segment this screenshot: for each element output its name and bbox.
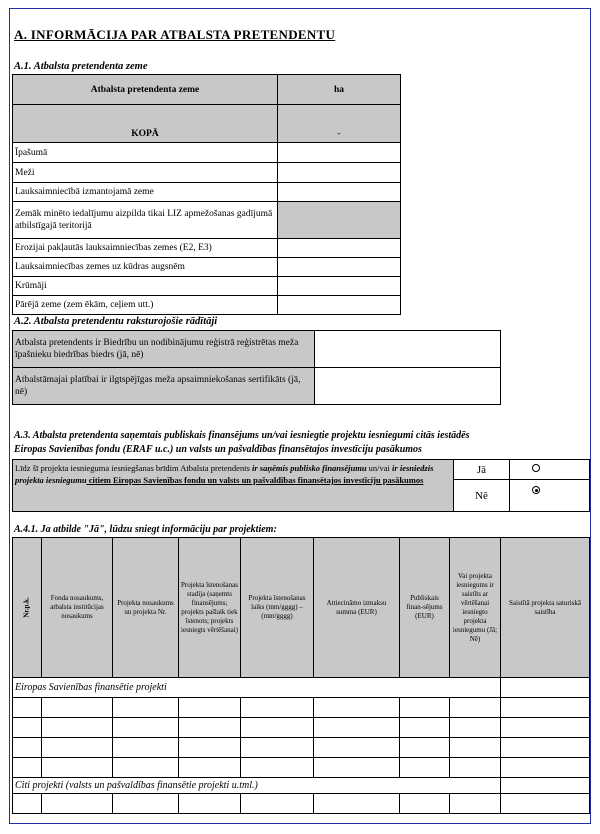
a41-cell[interactable]	[450, 758, 501, 778]
section-title: A. INFORMĀCIJA PAR ATBALSTA PRETENDENTU	[14, 27, 336, 42]
a41-cell[interactable]	[501, 778, 590, 794]
a2-title: A.2. Atbalsta pretendentu raksturojošie rādītāji	[14, 316, 218, 327]
a41-cell[interactable]	[179, 738, 241, 758]
a1-row-label: Zemāk minēto iedalījumu aizpilda tikai LIZ apmežošanas gadījumā atbilstīgajā teritorijā	[13, 202, 278, 239]
a1-row-label: Īpašumā	[13, 143, 278, 163]
a41-cell[interactable]	[13, 758, 42, 778]
a41-cell[interactable]	[314, 738, 400, 758]
a41-cell[interactable]	[179, 758, 241, 778]
a1-row-value[interactable]	[278, 143, 401, 163]
a41-cell[interactable]	[400, 738, 450, 758]
a41-cell[interactable]	[113, 738, 179, 758]
a41-cell[interactable]	[13, 794, 42, 814]
a1-total-value: -	[278, 105, 401, 143]
table-row	[13, 758, 590, 778]
a2-row-value[interactable]	[315, 331, 501, 368]
a1-header-ha: ha	[278, 75, 401, 105]
a41-cell[interactable]	[314, 698, 400, 718]
a41-cell[interactable]	[113, 698, 179, 718]
table-row	[13, 738, 590, 758]
a41-cell[interactable]	[400, 794, 450, 814]
a2-row-label: Atbalstāmajai platībai ir ilgtspējīgas meža apsaimniekošanas sertifikāts (jā, nē)	[13, 368, 315, 405]
a41-title: A.4.1. Ja atbilde "Jā", lūdzu sniegt informāciju par projektiem:	[14, 524, 277, 535]
table-row	[13, 794, 590, 814]
a1-row-label: Lauksaimniecībā izmantojamā zeme	[13, 183, 278, 202]
a41-cell[interactable]	[400, 758, 450, 778]
a1-row-label: Lauksaimniecības zemes uz kūdras augsnēm	[13, 258, 278, 277]
a1-row-label: Pārējā zeme (zem ēkām, ceļiem utt.)	[13, 296, 278, 315]
a1-title: A.1. Atbalsta pretendenta zeme	[14, 61, 148, 72]
a41-cell[interactable]	[501, 698, 590, 718]
a3-no-label: Nē	[454, 480, 510, 512]
a41-cell[interactable]	[450, 718, 501, 738]
a41-cell[interactable]	[42, 718, 113, 738]
a41-cell[interactable]	[241, 758, 314, 778]
a41-projects-table	[12, 537, 590, 814]
a41-cell[interactable]	[450, 698, 501, 718]
a41-cell[interactable]	[314, 794, 400, 814]
a41-cell[interactable]	[241, 738, 314, 758]
a41-cell[interactable]	[501, 678, 590, 698]
a1-row-value[interactable]	[278, 183, 401, 202]
a41-cell[interactable]	[179, 794, 241, 814]
a2-indicators-table	[12, 330, 501, 405]
a41-cell[interactable]	[501, 718, 590, 738]
a41-cell[interactable]	[42, 738, 113, 758]
a41-header-relation: Saistītā projekta saturiskā saistība	[501, 538, 590, 678]
a41-cell[interactable]	[501, 738, 590, 758]
a41-cell[interactable]	[314, 758, 400, 778]
a41-cell[interactable]	[241, 718, 314, 738]
a41-header-public-funding: Publiskais finan-sējums (EUR)	[400, 538, 450, 678]
a3-title-line2: Eiropas Savienības fondu (ERAF u.c.) un valsts un pašvaldības finansētajos investīciju pasākumos	[14, 444, 422, 455]
a41-cell[interactable]	[314, 718, 400, 738]
a41-cell[interactable]	[241, 698, 314, 718]
a1-row-value[interactable]	[278, 277, 401, 296]
a41-cell[interactable]	[450, 738, 501, 758]
a41-header-costs: Attiecināmo izmaksu summa (EUR)	[314, 538, 400, 678]
a41-cell[interactable]	[501, 758, 590, 778]
a1-land-table	[12, 74, 401, 315]
a41-cell[interactable]	[400, 698, 450, 718]
a41-cell[interactable]	[13, 718, 42, 738]
a1-row-value[interactable]	[278, 239, 401, 258]
a41-cell[interactable]	[501, 794, 590, 814]
a41-group-other: Citi projekti (valsts un pašvaldības finansētie projekti u.tml.)	[13, 778, 501, 794]
a41-cell[interactable]	[179, 698, 241, 718]
a1-row-value[interactable]	[278, 163, 401, 183]
no-radio[interactable]	[532, 486, 540, 494]
a3-yes-cell	[510, 460, 590, 480]
a1-row-value[interactable]	[278, 258, 401, 277]
a1-row-label: Krūmāji	[13, 277, 278, 296]
a41-cell[interactable]	[42, 698, 113, 718]
a41-header-project: Projekta nosaukums un projekta Nr.	[113, 538, 179, 678]
yes-radio[interactable]	[532, 464, 540, 472]
a3-question: Līdz šī projekta iesnieguma iesniegšanas brīdim Atbalsta pretendents ir saņēmis publisko finansējumu un/vai ir iesniedzis projekta iesniegumu citiem Eiropas Savienības fondu un valsts un pašvaldības finansētajos investīciju pasākumos	[13, 460, 454, 512]
a41-header-period: Projekta īstenošanas laiks (mm/gggg) – (mm/gggg)	[241, 538, 314, 678]
a1-row-label: Erozijai pakļautās lauksaimniecības zemes (E2, E3)	[13, 239, 278, 258]
a3-yes-label: Jā	[454, 460, 510, 480]
a41-header-fund: Fonda nosaukums, atbalsta institūcijas nosaukums	[42, 538, 113, 678]
a41-cell[interactable]	[113, 718, 179, 738]
a1-row-value[interactable]	[278, 296, 401, 315]
a41-cell[interactable]	[450, 794, 501, 814]
a41-header-stage: Projekta īstenošanas stadija (saņemts finansējums; projekts pašlaik tiek īstenots; projekts iesniegts vērtēšanai)	[179, 538, 241, 678]
a41-header-related: Vai projekta iesniegums ir saistīts ar vērtēšanai iesniegto projekta iesniegumu (Jā; Nē)	[450, 538, 501, 678]
a41-cell[interactable]	[241, 794, 314, 814]
a41-cell[interactable]	[113, 758, 179, 778]
a1-row-label: Meži	[13, 163, 278, 183]
table-row	[13, 718, 590, 738]
a3-question-table	[12, 459, 590, 512]
table-row	[13, 698, 590, 718]
a41-cell[interactable]	[113, 794, 179, 814]
a41-cell[interactable]	[179, 718, 241, 738]
a41-header-nr: Nr.p.k.	[13, 538, 42, 678]
a1-header-land: Atbalsta pretendenta zeme	[13, 75, 278, 105]
a41-cell[interactable]	[42, 794, 113, 814]
a41-cell[interactable]	[13, 698, 42, 718]
a2-row-label: Atbalsta pretendents ir Biedrību un nodibinājumu reģistrā reģistrētas meža īpašnieku biedrības biedrs (jā, nē)	[13, 331, 315, 368]
a2-row-value[interactable]	[315, 368, 501, 405]
a41-group-eu: Eiropas Savienības finansētie projekti	[13, 678, 501, 698]
a1-row-value-disabled	[278, 202, 401, 239]
a41-cell[interactable]	[400, 718, 450, 738]
a41-cell[interactable]	[42, 758, 113, 778]
a3-no-cell	[510, 480, 590, 512]
a3-title-line1: A.3. Atbalsta pretendenta saņemtais publiskais finansējums un/vai iesniegtie projektu iesniegumi citās iestādēs	[14, 430, 470, 441]
a1-total-label: KOPĀ	[13, 105, 278, 143]
a41-cell[interactable]	[13, 738, 42, 758]
